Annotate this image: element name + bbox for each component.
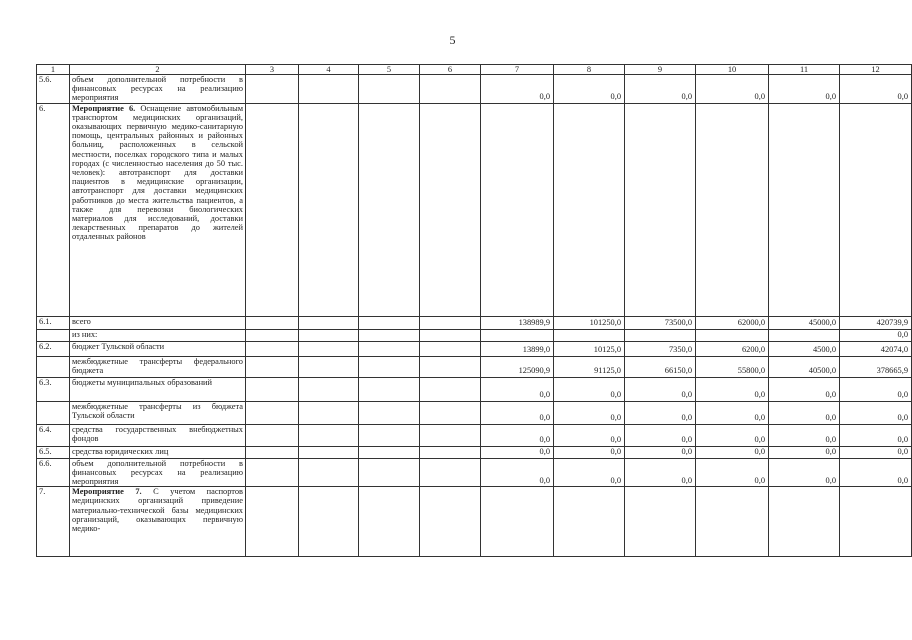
value-cell: 0,0: [481, 75, 554, 104]
value-cell: [625, 103, 696, 316]
value-cell: [359, 329, 420, 341]
value-cell: [481, 103, 554, 316]
value-cell: [420, 377, 481, 401]
value-cell: 0,0: [840, 424, 912, 446]
value-cell: [299, 424, 359, 446]
row-index: 6.2.: [37, 341, 70, 356]
description-text: объем дополнительной потребности в финансовых ресурсах на реализацию мероприятия: [72, 75, 243, 103]
row-index: [37, 356, 70, 377]
value-cell: 0,0: [840, 377, 912, 401]
table-row: [37, 458, 912, 487]
value-cell: 0,0: [769, 75, 840, 104]
value-cell: [420, 329, 481, 341]
value-cell: [359, 356, 420, 377]
value-cell: 0,0: [696, 401, 769, 424]
value-cell: [246, 377, 299, 401]
value-cell: [769, 329, 840, 341]
value-cell: 0,0: [554, 458, 625, 487]
row-description: [70, 103, 246, 316]
description-text: бюджеты муниципальных образований: [72, 377, 213, 387]
value-cell: 0,0: [696, 446, 769, 458]
header-cell: 12: [840, 65, 912, 75]
value-cell: 0,0: [769, 458, 840, 487]
value-cell: [696, 487, 769, 557]
value-cell: 0,0: [625, 446, 696, 458]
row-index: 6.3.: [37, 377, 70, 401]
header-cell: 7: [481, 65, 554, 75]
header-cell: 8: [554, 65, 625, 75]
value-cell: 0,0: [840, 329, 912, 341]
value-cell: 55800,0: [696, 356, 769, 377]
value-cell: 0,0: [769, 377, 840, 401]
header-cell: 9: [625, 65, 696, 75]
value-cell: [299, 446, 359, 458]
table-row: [37, 401, 912, 424]
value-cell: [420, 341, 481, 356]
value-cell: [299, 75, 359, 104]
description-text: межбюджетные трансферты из бюджета Тульской области: [72, 401, 243, 420]
value-cell: 0,0: [625, 424, 696, 446]
value-cell: 0,0: [554, 401, 625, 424]
table-row: [37, 424, 912, 446]
value-cell: 73500,0: [625, 316, 696, 329]
value-cell: [481, 487, 554, 557]
value-cell: 10125,0: [554, 341, 625, 356]
value-cell: 0,0: [769, 401, 840, 424]
row-index: 6.1.: [37, 316, 70, 329]
value-cell: 40500,0: [769, 356, 840, 377]
value-cell: 0,0: [696, 75, 769, 104]
value-cell: 0,0: [554, 424, 625, 446]
value-cell: [359, 377, 420, 401]
value-cell: 0,0: [481, 401, 554, 424]
page-number: 5: [449, 33, 456, 47]
value-cell: 0,0: [554, 446, 625, 458]
value-cell: [246, 341, 299, 356]
value-cell: [246, 446, 299, 458]
value-cell: [769, 487, 840, 557]
row-description: [70, 341, 246, 356]
value-cell: 0,0: [840, 446, 912, 458]
value-cell: [840, 487, 912, 557]
value-cell: [246, 487, 299, 557]
table-row: [37, 329, 912, 341]
value-cell: [420, 487, 481, 557]
value-cell: 7350,0: [625, 341, 696, 356]
table-row: [37, 103, 912, 316]
value-cell: 0,0: [625, 401, 696, 424]
value-cell: [246, 329, 299, 341]
value-cell: [299, 329, 359, 341]
value-cell: 66150,0: [625, 356, 696, 377]
value-cell: [840, 103, 912, 316]
description-text: средства юридических лиц: [72, 446, 169, 456]
row-index: 5.6.: [37, 75, 70, 104]
row-description: [70, 424, 246, 446]
value-cell: 0,0: [625, 458, 696, 487]
header-cell: 10: [696, 65, 769, 75]
value-cell: [299, 458, 359, 487]
row-index: 6.: [37, 103, 70, 316]
value-cell: 0,0: [840, 458, 912, 487]
row-description: [70, 75, 246, 104]
value-cell: [481, 329, 554, 341]
value-cell: [420, 424, 481, 446]
value-cell: [359, 75, 420, 104]
row-description: [70, 356, 246, 377]
value-cell: 125090,9: [481, 356, 554, 377]
value-cell: [246, 356, 299, 377]
header-cell: 11: [769, 65, 840, 75]
value-cell: [420, 356, 481, 377]
value-cell: [420, 446, 481, 458]
description-text: С учетом паспортов медицинских организаций приведение материально-технической базы медицинских организаций, оказывающих первичную медико-: [72, 487, 244, 534]
value-cell: 378665,9: [840, 356, 912, 377]
value-cell: [359, 401, 420, 424]
value-cell: 13899,0: [481, 341, 554, 356]
value-cell: 0,0: [696, 377, 769, 401]
table-row: [37, 487, 912, 557]
value-cell: [625, 487, 696, 557]
description-text: межбюджетные трансферты федерального бюджета: [72, 356, 243, 375]
value-cell: 0,0: [625, 377, 696, 401]
table-row: [37, 341, 912, 356]
value-cell: [299, 401, 359, 424]
value-cell: 0,0: [696, 424, 769, 446]
value-cell: 0,0: [625, 75, 696, 104]
header-cell: 4: [299, 65, 359, 75]
value-cell: [299, 103, 359, 316]
value-cell: 4500,0: [769, 341, 840, 356]
measure-title: Мероприятие 7.: [72, 487, 142, 497]
value-cell: 0,0: [481, 424, 554, 446]
value-cell: [769, 103, 840, 316]
row-description: [70, 316, 246, 329]
value-cell: [246, 424, 299, 446]
value-cell: 0,0: [769, 424, 840, 446]
header-cell: 2: [70, 65, 246, 75]
value-cell: [696, 329, 769, 341]
value-cell: [359, 316, 420, 329]
value-cell: [299, 487, 359, 557]
value-cell: [420, 75, 481, 104]
value-cell: [359, 487, 420, 557]
row-description: [70, 377, 246, 401]
header-cell: 6: [420, 65, 481, 75]
row-description: [70, 401, 246, 424]
value-cell: 91125,0: [554, 356, 625, 377]
value-cell: 420739,9: [840, 316, 912, 329]
value-cell: 0,0: [481, 458, 554, 487]
value-cell: [420, 458, 481, 487]
value-cell: 0,0: [840, 75, 912, 104]
description-text: бюджет Тульской области: [72, 341, 165, 351]
value-cell: 6200,0: [696, 341, 769, 356]
value-cell: [299, 356, 359, 377]
value-cell: 0,0: [696, 458, 769, 487]
row-description: [70, 329, 246, 341]
table-row: [37, 75, 912, 104]
value-cell: 0,0: [769, 446, 840, 458]
value-cell: 101250,0: [554, 316, 625, 329]
value-cell: [359, 458, 420, 487]
value-cell: [554, 103, 625, 316]
value-cell: 0,0: [554, 75, 625, 104]
value-cell: [299, 316, 359, 329]
row-description: [70, 446, 246, 458]
value-cell: [359, 424, 420, 446]
description-text: Оснащение автомобильным транспортом медицинских организаций, оказывающих первичную медико-санитарную помощь, центральных районных и районных больниц, расположенных в сельской местности, поселках городского типа и малых городах (с численностью населения до 50 тыс. человек): автотранспорт для доставки пациентов в медицинские организации, автотранспорт для доставки медицинских работников до места жительства пациентов, а также для перевозки биологических материалов для исследований, доставки лекарственных препаратов до жителей отдаленных районов: [72, 103, 243, 242]
value-cell: [696, 103, 769, 316]
value-cell: 0,0: [481, 446, 554, 458]
value-cell: [359, 446, 420, 458]
description-text: всего: [72, 316, 91, 326]
header-row: [37, 65, 912, 75]
table-row: [37, 446, 912, 458]
header-cell: 3: [246, 65, 299, 75]
value-cell: 0,0: [554, 377, 625, 401]
row-index: 6.4.: [37, 424, 70, 446]
value-cell: 42074,0: [840, 341, 912, 356]
row-description: [70, 458, 246, 487]
header-cell: 5: [359, 65, 420, 75]
measure-title: Мероприятие 6.: [72, 103, 136, 113]
row-description: [70, 487, 246, 557]
value-cell: [359, 341, 420, 356]
row-index: 6.5.: [37, 446, 70, 458]
value-cell: [420, 316, 481, 329]
value-cell: [246, 316, 299, 329]
value-cell: [554, 487, 625, 557]
description-text: средства государственных внебюджетных фондов: [72, 424, 243, 443]
header-cell: 1: [37, 65, 70, 75]
value-cell: 0,0: [481, 377, 554, 401]
value-cell: [246, 401, 299, 424]
value-cell: [625, 329, 696, 341]
value-cell: 138989,9: [481, 316, 554, 329]
value-cell: [554, 329, 625, 341]
row-index: [37, 401, 70, 424]
table-row: [37, 356, 912, 377]
value-cell: 0,0: [840, 401, 912, 424]
value-cell: [420, 103, 481, 316]
value-cell: [299, 341, 359, 356]
value-cell: [299, 377, 359, 401]
value-cell: [246, 458, 299, 487]
value-cell: [246, 103, 299, 316]
budget-table: [36, 64, 912, 557]
description-text: объем дополнительной потребности в финансовых ресурсах на реализацию мероприятия: [72, 458, 243, 487]
table-row: [37, 316, 912, 329]
value-cell: [359, 103, 420, 316]
value-cell: [420, 401, 481, 424]
table-row: [37, 377, 912, 401]
row-index: 6.6.: [37, 458, 70, 487]
value-cell: [246, 75, 299, 104]
description-text: из них:: [72, 329, 98, 339]
value-cell: 62000,0: [696, 316, 769, 329]
row-index: 7.: [37, 487, 70, 557]
value-cell: 45000,0: [769, 316, 840, 329]
row-index: [37, 329, 70, 341]
